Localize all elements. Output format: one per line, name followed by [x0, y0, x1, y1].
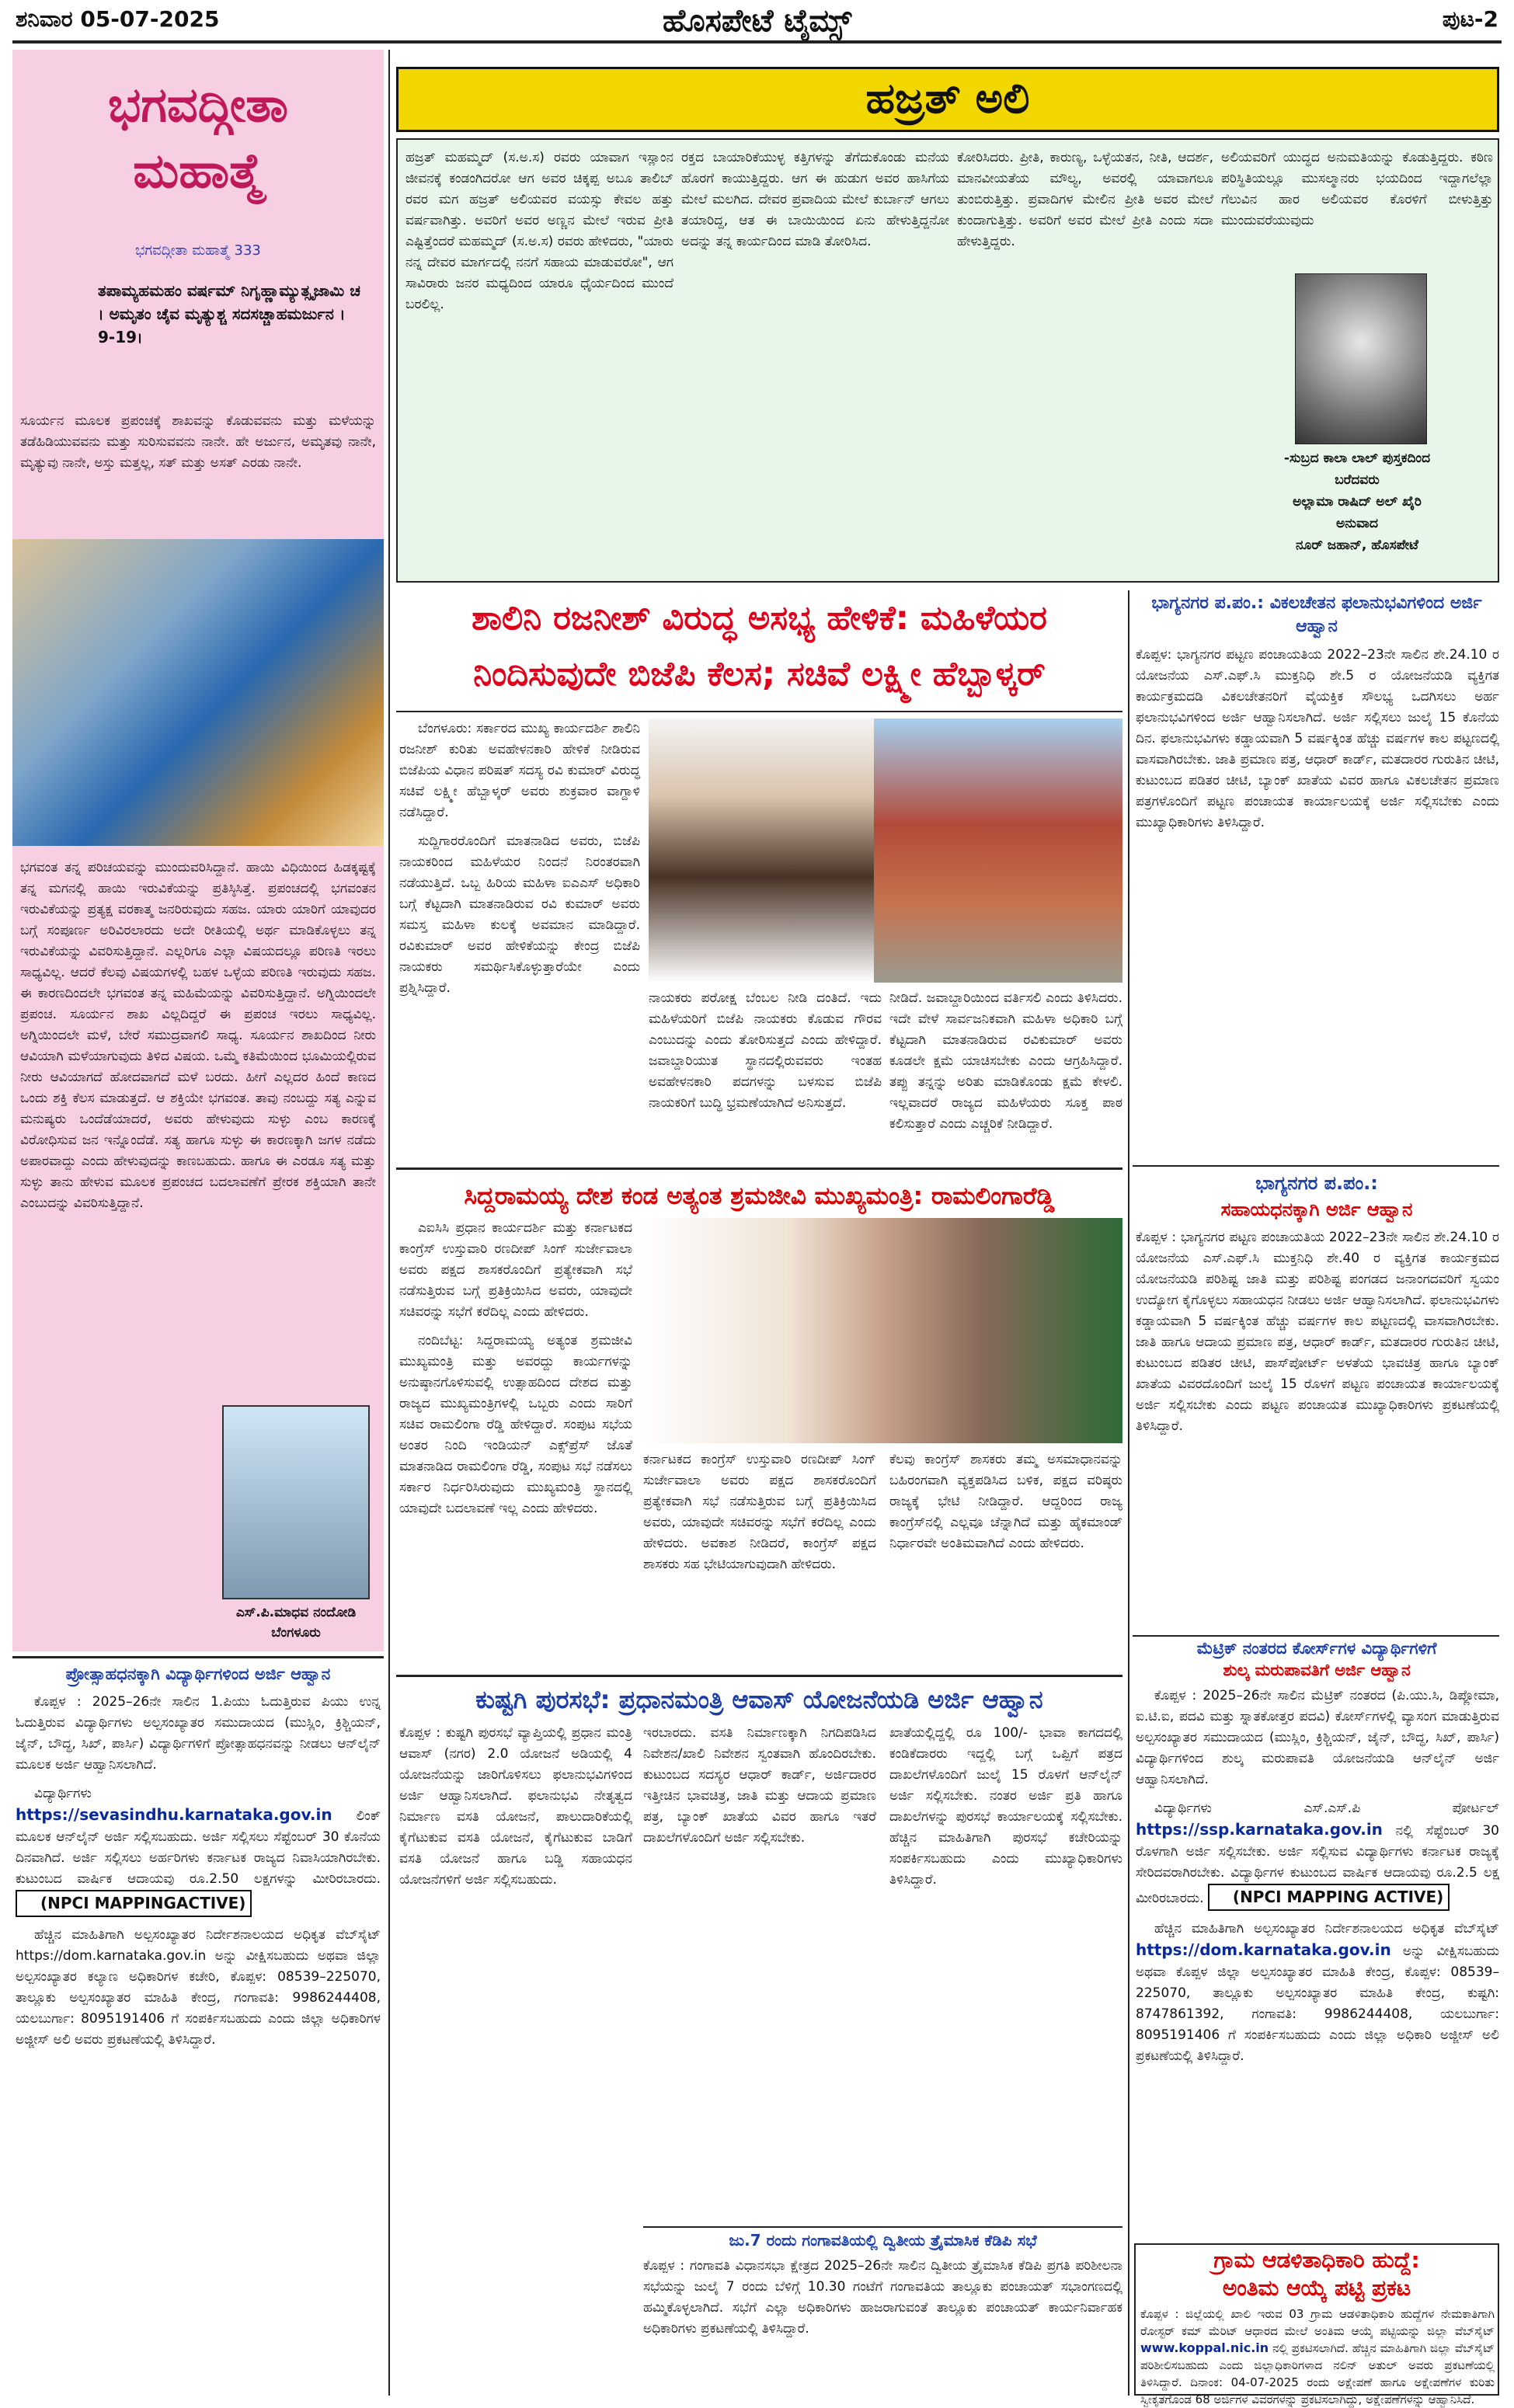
siddaramaiah-col-3: ಕೆಲವು ಕಾಂಗ್ರೆಸ್ ಶಾಸಕರು ತಮ್ಮ ಅಸಮಾಧಾನವನ್ನು ಬಹಿರಂಗವಾಗಿ ವ್ಯಕ್ತಪಡಿಸಿದ ಬಳಿಕ, ಪಕ್ಷದ ವರಿಷ್ಠರು ರಾಜ್ಯಕ್ಕೆ ಭೇಟಿ ನೀಡಿದ್ದಾರೆ. ಆದ್ದರಿಂದ ರಾಜ್ಯ ಕಾಂಗ್ರೆಸ್‌ನಲ್ಲಿ ಎಲ್ಲವೂ ಚೆನ್ನಾಗಿದೆ ಮತ್ತು ಹೈಕಮಾಂಡ್ ನಿರ್ಧಾರವೇ ಅಂತಿಮವಾಗಿದೆ ಎಂದು ಹೇಳಿದರು.: [889, 1452, 1122, 1551]
author-portrait: [1295, 273, 1427, 444]
metric-para-2: [1136, 1798, 1499, 1911]
metric-heading-2: ಶುಲ್ಕ ಮರುಪಾವತಿಗೆ ಅರ್ಜಿ ಆಹ್ವಾನ: [1223, 1661, 1411, 1679]
page-number: ಪುಟ-2: [1442, 6, 1498, 32]
hazrat-col-3: ಕೋರಿಸಿದರು. ಪ್ರೀತಿ, ಕಾರುಣ್ಯ, ಒಳ್ಳೆಯತನ, ನೀತಿ, ಆದರ್ಶ, ಮಾನವೀಯತೆಯ ಮೌಲ್ಯ, ಅವರಲ್ಲಿ ಯಾವಾಗಲೂ ತುಂಬಿರುತ್ತಿತ್ತು. ಪ್ರವಾದಿಗಳ ಮೇಲಿನ ಪ್ರೀತಿ ಅವರ ಮೇಲೆ ಕುಂದಾಗುತ್ತಿತ್ತು. ಅವರಿಗೆ ಅವರ ಮೇಲೆ ಪ್ರೀತಿ ಎಂದು ಸದಾ ಹೇಳುತ್ತಿದ್ದರು.: [957, 150, 1213, 249]
metric-para-1: ಕೊಪ್ಪಳ : 2025–26ನೇ ಸಾಲಿನ ಮೆಟ್ರಿಕ್ ನಂತರದ (ಪಿ.ಯು.ಸಿ, ಡಿಪ್ಲೋಮಾ, ಐ.ಟಿ.ಐ, ಪದವಿ ಮತ್ತು ಸ್ನಾತಕೋತ್ತರ ಪದವಿ) ಕೋರ್ಸ್‌ಗಳಲ್ಲಿ ವ್ಯಾಸಂಗ ಮಾಡುತ್ತಿರುವ ಅಲ್ಪಸಂಖ್ಯಾತರ ಸಮುದಾಯದ (ಮುಸ್ಲಿಂ, ಕ್ರಿಶ್ಚಿಯನ್, ಜೈನ್, ಬೌದ್ಧ, ಸಿಖ್, ಪಾರ್ಸಿ) ವಿದ್ಯಾರ್ಥಿಗಳಿಂದ ಶುಲ್ಕ ಮರುಪಾವತಿ ಯೋಜನೆಯಡಿ ಆನ್‌ಲೈನ್ ಅರ್ಜಿ ಆಹ್ವಾನಿಸಲಾಗಿದೆ.: [1136, 1688, 1499, 1787]
hazrat-col-4: ಅಲಿಯವರಿಗೆ ಯುದ್ಧದ ಅನುಮತಿಯನ್ನು ಕೊಡುತ್ತಿದ್ದರು. ಕಠಿಣ ಪರಿಸ್ಥಿತಿಯಲ್ಲೂ ಮುಸಲ್ಮಾನರು ಭಯದಿಂದ ಇದ್ದಾಗಲೆಲ್ಲಾ ಗೆಲುವಿನ ಹಾರ ಅಲಿಯವರ ಕೊರಳಿಗೆ ಬೀಳುತ್ತಿತ್ತು ಮುಂದುವರೆಯುವುದು: [1221, 150, 1493, 228]
gita-intro: ಸೂರ್ಯನ ಮೂಲಕ ಪ್ರಪಂಚಕ್ಕೆ ಶಾಖವನ್ನು ಕೊಡುವವನು ಮತ್ತು ಮಳೆಯನ್ನು ತಡೆಹಿಡಿಯುವವನು ಮತ್ತು ಸುರಿಸುವವನು ನಾನೇ. ಹೇ ಅರ್ಜುನ, ಅಮೃತವು ನಾನೇ, ಮೃತ್ಯುವು ನಾನೇ, ಅಸ್ತು ಮತ್ತಲ್ಲ, ಸತ್ ಮತ್ತು ಅಸತ್ ಎರಡು ನಾನೇ.: [20, 413, 376, 471]
metric-para-3-prefix: ಹೆಚ್ಚಿನ ಮಾಹಿತಿಗಾಗಿ ಅಲ್ಪಸಂಖ್ಯಾತರ ನಿರ್ದೇಶನಾಲಯದ ಅಧಿಕೃತ ವೆಬ್‌ಸೈಟ್: [1154, 1921, 1499, 1936]
siddaramaiah-col-2: ಕರ್ನಾಟಕದ ಕಾಂಗ್ರೆಸ್ ಉಸ್ತುವಾರಿ ರಣದೀಪ್ ಸಿಂಗ್ ಸುರ್ಜೇವಾಲಾ ಅವರು ಪಕ್ಷದ ಶಾಸಕರೊಂದಿಗೆ ಪ್ರತ್ಯೇಕವಾಗಿ ಸಭೆ ನಡೆಸುತ್ತಿರುವ ಬಗ್ಗೆ ಪ್ರತಿಕ್ರಿಯಿಸಿದ ಅವರು, ಯಾವುದೇ ಸಚಿವರನ್ನು ಸಭೆಗೆ ಕರೆದಿಲ್ಲ ಎಂದು ಹೇಳಿದರು. ಅವಕಾಶ ನೀಡಿದರೆ, ಕಾಂಗ್ರೆಸ್ ಪಕ್ಷದ ಶಾಸಕರು ಸಹ ಭೇಟಿಯಾಗುವುದಾಗಿ ಹೇಳಿದರು.: [643, 1452, 876, 1572]
ssp-link[interactable]: https://ssp.karnataka.gov.in: [1136, 1820, 1383, 1839]
metric-para-2-prefix: ವಿದ್ಯಾರ್ಥಿಗಳು ಎಸ್.ಎಸ್.ಪಿ ಪೋರ್ಟಲ್: [1154, 1801, 1499, 1816]
dom-link[interactable]: https://dom.karnataka.gov.in: [1136, 1940, 1391, 1959]
minister-photo: [649, 719, 874, 983]
hazrat-heading: ಹಜ್ರತ್ ಅಲಿ: [396, 67, 1499, 132]
bhagyanagar-subsidy-body: ಕೊಪ್ಪಳ : ಭಾಗ್ಯನಗರ ಪಟ್ಟಣ ಪಂಚಾಯತಿಯ 2022–23ನೇ ಸಾಲಿನ ಶೇ.24.10 ರ ಯೋಜನೆಯ ಎಸ್.ಎಫ್.ಸಿ ಮುಕ್ತನಿಧಿ ಶೇ.40 ರ ವ್ಯಕ್ತಿಗತ ಕಾರ್ಯಕ್ರಮದ ಯೋಜನೆಯಡಿ ಪರಿಶಿಷ್ಟ ಜಾತಿ ಮತ್ತು ಪರಿಶಿಷ್ಟ ಪಂಗಡದ ಜನಾಂಗದವರಿಗೆ ಸ್ವಯಂ ಉದ್ಯೋಗ ಕೈಗೊಳ್ಳಲು ಸಹಾಯಧನ ನೀಡಲು ಅರ್ಜಿ ಆಹ್ವಾನಿಸಲಾಗಿದೆ. ಫಲಾನುಭವಿಗಳು ಕಡ್ಡಾಯವಾಗಿ 5 ವರ್ಷಕ್ಕಿಂತ ಹೆಚ್ಚು ವರ್ಷಗಳ ಕಾಲ ಪಟ್ಟಣದಲ್ಲಿ ವಾಸವಾಗಿರಬೇಕು. ಜಾತಿ ಹಾಗೂ ಆದಾಯ ಪ್ರಮಾಣ ಪತ್ರ, ಆಧಾರ್ ಕಾರ್ಡ್, ಮತದಾರರ ಗುರುತಿನ ಚೀಟಿ, ಕುಟುಂಬದ ಪಡಿತರ ಚೀಟಿ, ಪಾಸ್‌ಪೋರ್ಟ್ ಅಳತೆಯ ಭಾವಚಿತ್ರ ಹಾಗೂ ಬ್ಯಾಂಕ್ ಖಾತೆಯ ವಿವರದೊಂದಿಗೆ ಜುಲೈ 15 ರೊಳಗೆ ಪಟ್ಟಣ ಪಂಚಾಯತ ಕಾರ್ಯಾಲಯಕ್ಕೆ ಅರ್ಜಿ ಸಲ್ಲಿಸಬೇಕು ಎಂದು ಪಟ್ಟಣ ಪಂಚಾಯತ ಮುಖ್ಯಾಧಿಕಾರಿಗಳು ಪ್ರಕಟಣೆಯಲ್ಲಿ ತಿಳಿಸಿದ್ದಾರೆ.: [1136, 1230, 1499, 1434]
shalini-headline: ಶಾಲಿನಿ ರಜನೀಶ್ ವಿರುದ್ಧ ಅಸಭ್ಯ ಹೇಳಿಕೆ: ಮಹಿಳೆಯರ ನಿಂದಿಸುವುದೇ ಬಿಜೆಪಿ ಕೆಲಸ; ಸಚಿವೆ ಲಕ್ಷ್ಮೀ ಹೆಬ್ಬಾಳ್ಕರ್: [472, 599, 1047, 694]
grama-heading-2: ಅಂತಿಮ ಆಯ್ಕೆ ಪಟ್ಟಿ ಪ್ರಕಟ: [1222, 2275, 1411, 2301]
masthead-rule: [12, 40, 1502, 43]
npci-badge: (NPCI MAPPING ACTIVE): [1208, 1884, 1450, 1911]
section-rule: [396, 711, 1122, 712]
shalini-col-1: [399, 719, 640, 1161]
gita-column: [12, 50, 384, 1651]
metric-para-3: [1136, 1919, 1499, 2067]
section-rule: [1133, 1635, 1499, 1637]
kdp-meeting-heading: ಜು.7 ರಂದು ಗಂಗಾವತಿಯಲ್ಲಿ ದ್ವಿತೀಯ ತ್ರೈಮಾಸಿಕ ಕೆಡಿಪಿ ಸಭೆ: [729, 2231, 1037, 2250]
scholarship-heading: ಪ್ರೋತ್ಸಾಹಧನಕ್ಕಾಗಿ ವಿದ್ಯಾರ್ಥಿಗಳಿಂದ ಅರ್ಜಿ ಆಹ್ವಾನ: [65, 1665, 331, 1683]
gita-title-line1: ಭಗವದ್ಗೀತಾ: [108, 76, 288, 133]
hazrat-article: [396, 138, 1499, 583]
author-name: ಎಸ್.ಪಿ.ಮಾಧವ ನಂದೋಡಿ: [235, 1605, 357, 1620]
hazrat-col-1: ಹಜ್ರತ್ ಮಹಮ್ಮದ್ (ಸ.ಅ.ಸ) ರವರು ಯಾವಾಗ ಇಸ್ಲಾಂನ ಜೀವನಕ್ಕೆ ಕಂಡಂಗಿದರೋ ಆಗ ಅವರ ಚಿಕ್ಕಪ್ಪ ಅಬೂ ತಾಲಿಬ್ ರವರ ಮಗ ಹಜ್ರತ್ ಅಲಿಯವರ ವಯಸ್ಸು ಕೇವಲ ಹತ್ತು ವರ್ಷವಾಗಿತ್ತು. ಅವರಿಗೆ ಅವರ ಅಣ್ಣನ ಮೇಲೆ ಇರುವ ಪ್ರೀತಿ ಎಷ್ಟಿತ್ತೆಂದರೆ ಮಹಮ್ಮದ್ (ಸ.ಅ.ಸ) ರವರು ಹೇಳಿದರು, "ಯಾರು ನನ್ನ ದೇವರ ಮಾರ್ಗದಲ್ಲಿ ನನಗೆ ಸಹಾಯ ಮಾಡುವರೋ", ಆಗ ಸಾವಿರಾರು ಜನರ ಮಧ್ಯದಿಂದ ಯಾರೂ ಧೈರ್ಯದಿಂದ ಮುಂದೆ ಬರಲಿಲ್ಲ.: [405, 150, 673, 312]
scholarship-para-2-suffix: ಲಿಂಕ್ ಮೂಲಕ ಆನ್‌ಲೈನ್ ಅರ್ಜಿ ಸಲ್ಲಿಸಬಹುದು. ಅರ್ಜಿ ಸಲ್ಲಿಸಲು ಸೆಪ್ಟೆಂಬರ್ 30 ಕೊನೆಯ ದಿನವಾಗಿದೆ. ಅರ್ಜಿ ಸಲ್ಲಿಸಲು ಅರ್ಹರಿಗಳು ಕರ್ನಾಟಕ ರಾಜ್ಯದ ನಿವಾಸಿಯಾಗಿರಬೇಕು. ಕುಟುಂಬದ ವಾರ್ಷಿಕ ಆದಾಯವು ರೂ.2.50 ಲಕ್ಷಗಳನ್ನು ಮೀರಿರಬಾರದು.: [16, 1808, 381, 1887]
section-rule: [643, 2226, 1122, 2228]
cm-photo: [643, 1218, 1122, 1443]
hazrat-credit-1: -ಸುಬ್ರದ ಕಾಲಾ ಲಾಲ್ ಪುಸ್ತಕದಿಂದ: [1283, 451, 1431, 466]
bhagyanagar-subsidy-heading-1: ಭಾಗ್ಯನಗರ ಪ.ಪಂ.:: [1255, 1172, 1378, 1194]
metric-article: [1136, 1686, 1499, 2237]
scholarship-para-2-prefix: ವಿದ್ಯಾರ್ಥಿಗಳು: [34, 1786, 92, 1801]
author-photo: [222, 1405, 370, 1599]
bhagyanagar-disabled-body: ಕೊಪ್ಪಳ: ಭಾಗ್ಯನಗರ ಪಟ್ಟಣ ಪಂಚಾಯತಿಯ 2022–23ನೇ ಸಾಲಿನ ಶೇ.24.10 ರ ಯೋಜನೆಯ ಎಸ್.ಎಫ್.ಸಿ ಮುಕ್ತನಿಧಿ ಶೇ.5 ರ ಯೋಜನೆಯಡಿ ವ್ಯಕ್ತಿಗತ ಕಾರ್ಯಕ್ರಮದಡಿ ವಿಕಲಚೇತನರಿಗೆ ವೈಯಕ್ತಿಕ ಸೌಲಭ್ಯ ಒದಗಿಸಲು ಅರ್ಹ ಫಲಾನುಭವಿಗಳಿಂದ ಅರ್ಜಿ ಆಹ್ವಾನಿಸಲಾಗಿದೆ. ಅರ್ಜಿ ಸಲ್ಲಿಸಲು ಜುಲೈ 15 ಕೊನೆಯ ದಿನ. ಫಲಾನುಭವಿಗಳು ಕಡ್ಡಾಯವಾಗಿ 5 ವರ್ಷಕ್ಕಿಂತ ಹೆಚ್ಚು ವರ್ಷಗಳ ಕಾಲ ಪಟ್ಟಣದಲ್ಲಿ ವಾಸವಾಗಿರಬೇಕು. ಜಾತಿ ಪ್ರಮಾಣ ಪತ್ರ, ಆಧಾರ್ ಕಾರ್ಡ್, ಮತದಾರರ ಗುರುತಿನ ಚೀಟಿ, ಕುಟುಂಬದ ಪಡಿತರ ಚೀಟಿ, ಬ್ಯಾಂಕ್ ಖಾತೆಯ ವಿವರ ಹಾಗೂ ವಿಕಲಚೇತನ ಪ್ರಮಾಣ ಪತ್ರಗಳೊಂದಿಗೆ ಪಟ್ಟಣ ಪಂಚಾಯತ ಕಾರ್ಯಾಲಯಕ್ಕೆ ಅರ್ಜಿ ಸಲ್ಲಿಸಬೇಕು ಎಂದು ಮುಖ್ಯಾಧಿಕಾರಿಗಳು ತಿಳಿಸಿದ್ದಾರೆ.: [1136, 647, 1499, 830]
grama-para-1-prefix: ಕೊಪ್ಪಳ : ಜಿಲ್ಲೆಯಲ್ಲಿ ಖಾಲಿ ಇರುವ 03 ಗ್ರಾಮ ಆಡಳಿತಾಧಿಕಾರಿ ಹುದ್ದೆಗಳ ನೇಮಕಾತಿಗಾಗಿ ರೋಸ್ಟರ್ ಕಮ್ ಮೆರಿಟ್ ಆಧಾರದ ಮೇಲೆ ಅಂತಿಮ ಆಯ್ಕೆ ಪಟ್ಟಿಯನ್ನು ಜಿಲ್ಲಾ ವೆಬ್‌ಸೈಟ್: [1140, 2307, 1495, 2338]
author-place: ಬೆಂಗಳೂರು: [271, 1625, 321, 1641]
newspaper-title: ಹೊಸಪೇಟೆ ಟೈಮ್ಸ್: [662, 3, 852, 39]
kdp-meeting-body: ಕೊಪ್ಪಳ : ಗಂಗಾವತಿ ವಿಧಾನಸಭಾ ಕ್ಷೇತ್ರದ 2025–26ನೇ ಸಾಲಿನ ದ್ವಿತೀಯ ತ್ರೈಮಾಸಿಕ ಕೆಡಿಪಿ ಪ್ರಗತಿ ಪರಿಶೀಲನಾ ಸಭೆಯನ್ನು ಜುಲೈ 7 ರಂದು ಬೆಳಿಗ್ಗೆ 10.30 ಗಂಟೆಗೆ ಗಂಗಾವತಿಯ ತಾಲ್ಲೂಕು ಪಂಚಾಯತ್ ಸಭಾಂಗಣದಲ್ಲಿ ಹಮ್ಮಿಕೊಳ್ಳಲಾಗಿದೆ. ಸಭೆಗೆ ಎಲ್ಲಾ ಅಧಿಕಾರಿಗಳು ಹಾಜರಾಗುವಂತೆ ತಾಲ್ಲೂಕು ಪಂಚಾಯತ್ ಕಾರ್ಯನಿರ್ವಾಹಕ ಅಧಿಕಾರಿಗಳು ಪ್ರಕಟಣೆಯಲ್ಲಿ ತಿಳಿಸಿದ್ದಾರೆ.: [643, 2258, 1122, 2337]
siddaramaiah-para-1: ಎಐಸಿಸಿ ಪ್ರಧಾನ ಕಾರ್ಯದರ್ಶಿ ಮತ್ತು ಕರ್ನಾಟಕದ ಕಾಂಗ್ರೆಸ್ ಉಸ್ತುವಾರಿ ರಣದೀಪ್ ಸಿಂಗ್ ಸುರ್ಜೇವಾಲಾ ಅವರು ಪಕ್ಷದ ಶಾಸಕರೊಂದಿಗೆ ಪ್ರತ್ಯೇಕವಾಗಿ ಸಭೆ ನಡೆಸುತ್ತಿರುವ ಬಗ್ಗೆ ಪ್ರತಿಕ್ರಿಯಿಸಿದ ಅವರು, ಯಾವುದೇ ಸಚಿವರನ್ನು ಸಭೆಗೆ ಕರೆದಿಲ್ಲ ಎಂದು ಹೇಳಿದರು.: [399, 1220, 632, 1320]
grama-para-2: ದಿನಾಂಕ: 04-07-2025 ರಂದು ಅಕ್ಷೇಪಣೆ ಹಾಗೂ ಅಕ್ಷೇಪಣೆಗಳ ಕುರಿತು ಸ್ವೀಕೃತಗೊಂಡ 68 ಅರ್ಜಿಗಳ ವಿವರಗಳನ್ನು ಪ್ರಕಟಿಸಲಾಗಿದ್ದು, ಅಕ್ಷೇಪಣೆಗಳನ್ನು ಆಹ್ವಾನಿಸಿದೆ.: [1140, 2375, 1495, 2406]
gita-title-line2: ಮಹಾತ್ಮೆ: [133, 142, 263, 199]
building-photo: [874, 719, 1122, 983]
metric-para-3-suffix: ಅನ್ನು ವೀಕ್ಷಿಸಬಹುದು ಅಥವಾ ಕೊಪ್ಪಳ ಜಿಲ್ಲಾ ಅಲ್ಪಸಂಖ್ಯಾತರ ಮಾಹಿತಿ ಕೇಂದ್ರ, ಕೊಪ್ಪಳ: 08539–225070, ತಾಲ್ಲೂಕು ಅಲ್ಪಸಂಖ್ಯಾತರ ಮಾಹಿತಿ ಕೇಂದ್ರ, ಕುಷ್ಟಗಿ: 8747861392, ಗಂಗಾವತಿ: 9986244408, ಯಲಬುರ್ಗಾ: 8095191406 ಗೆ ಸಂಪರ್ಕಿಸಬಹುದು ಎಂದು ಜಿಲ್ಲಾ ಅಧಿಕಾರಿ ಅಜ್ಜೀಸ್ ಅಲಿ ಪ್ರಕಟಣೆಯಲ್ಲಿ ತಿಳಿಸಿದ್ದಾರೆ.: [1136, 1943, 1500, 2064]
kushtagi-col-1: ಕೊಪ್ಪಳ : ಕುಷ್ಟಗಿ ಪುರಸಭೆ ವ್ಯಾಪ್ತಿಯಲ್ಲಿ ಪ್ರಧಾನ ಮಂತ್ರಿ ಆವಾಸ್ (ನಗರ) 2.0 ಯೋಜನೆ ಅಡಿಯಲ್ಲಿ 4 ಯೋಜನೆಯನ್ನು ಜಾರಿಗೊಳಿಸಲು ಫಲಾನುಭವಿಗಳಿಂದ ಅರ್ಜಿ ಆಹ್ವಾನಿಸಲಾಗಿದೆ. ಫಲಾನುಭವಿ ನೇತೃತ್ವದ ನಿರ್ಮಾಣ ವಸತಿ ಯೋಜನೆ, ಪಾಲುದಾರಿಕೆಯಲ್ಲಿ ಕೈಗೆಟುಕುವ ವಸತಿ ಯೋಜನೆ, ಕೈಗೆಟುಕುವ ಬಾಡಿಗೆ ವಸತಿ ಯೋಜನೆ ಹಾಗೂ ಬಡ್ಡಿ ಸಹಾಯಧನ ಯೋಜನೆಗಳಿಗೆ ಅರ್ಜಿ ಸಲ್ಲಿಸಬಹುದು.: [399, 1725, 632, 1888]
scholarship-para-3: ಹೆಚ್ಚಿನ ಮಾಹಿತಿಗಾಗಿ ಅಲ್ಪಸಂಖ್ಯಾತರ ನಿರ್ದೇಶನಾಲಯದ ಅಧಿಕೃತ ವೆಬ್‌ಸೈಟ್ https://dom.karnataka.gov.in ಅನ್ನು ವೀಕ್ಷಿಸಬಹುದು ಅಥವಾ ಜಿಲ್ಲಾ ಅಲ್ಪಸಂಖ್ಯಾತರ ಕಲ್ಯಾಣ ಅಧಿಕಾರಿಗಳ ಕಚೇರಿ, ಕೊಪ್ಪಳ: 08539–225070, ತಾಲ್ಲೂಕು ಅಲ್ಪಸಂಖ್ಯಾತರ ಮಾಹಿತಿ ಕೇಂದ್ರ, ಗಂಗಾವತಿ: 9986244408, ಯಲಬುರ್ಗಾ: 8095191406 ಗೆ ಸಂಪರ್ಕಿಸಬಹುದು ಎಂದು ಜಿಲ್ಲಾ ಅಧಿಕಾರಿಗಳ ಅಜ್ಜೀಸ್ ಅಲಿ ಅವರು ಪ್ರಕಟಣೆಯಲ್ಲಿ ತಿಳಿಸಿದ್ದಾರೆ.: [16, 1927, 381, 2048]
npci-badge: (NPCI MAPPINGACTIVE): [16, 1890, 252, 1917]
hazrat-credit-5: ನೂರ್ ಜಹಾನ್, ಹೊಸಪೇಟೆ: [1296, 538, 1418, 553]
column-divider: [388, 50, 390, 2396]
shalini-col-2: ನಾಯಕರು ಪರೋಕ್ಷ ಬೆಂಬಲ ನೀಡಿ ದಂತಿದೆ. ಇದು ಮಹಿಳೆಯರಿಗೆ ಬಿಜೆಪಿ ನಾಯಕರು ಕೊಡುವ ಗೌರವ ಎಂಬುದನ್ನು ಎಂದು ತೋರಿಸುತ್ತದೆ ಎಂದು ಹೇಳಿದ್ದಾರೆ. ಜವಾಬ್ದಾರಿಯುತ ಸ್ಥಾನದಲ್ಲಿರುವವರು ಇಂತಹ ಅವಹೇಳನಕಾರಿ ಪದಗಳನ್ನು ಬಳಸುವ ಬಿಜೆಪಿ ನಾಯಕರಿಗೆ ಬುದ್ಧಿ ಭ್ರಮಣೆಯಾಗಿದೆ ಅನಿಸುತ್ತದೆ.: [649, 990, 882, 1111]
hazrat-credit-2: ಬರೆದವರು: [1335, 472, 1380, 488]
koppal-link[interactable]: www.koppal.nic.in: [1140, 2340, 1269, 2355]
grama-heading-1: ಗ್ರಾಮ ಆಡಳಿತಾಧಿಕಾರಿ ಹುದ್ದೆ:: [1213, 2247, 1420, 2273]
kushtagi-col-3: ಖಾತೆಯಲ್ಲಿದ್ದಲ್ಲಿ ರೂ 100/- ಭಾವಾ ಕಾಗದದಲ್ಲಿ ಕಂಡಿಕೆದಾರರು ಇದ್ದಲ್ಲಿ ಬಗ್ಗೆ ಒಪ್ಪಿಗೆ ಪತ್ರದ ದಾಖಲೆಗಳೊಂದಿಗೆ ಜುಲೈ 15 ರೊಳಗೆ ಆನ್‌ಲೈನ್ ಅರ್ಜಿ ಸಲ್ಲಿಸಬೇಕು. ನಂತರ ಅರ್ಜಿ ಪ್ರತಿ ಹಾಗೂ ದಾಖಲೆಗಳನ್ನು ಪುರಸಭೆ ಕಾರ್ಯಾಲಯಕ್ಕೆ ಸಲ್ಲಿಸಬೇಕು. ಹೆಚ್ಚಿನ ಮಾಹಿತಿಗಾಗಿ ಪುರಸಭೆ ಕಚೇರಿಯನ್ನು ಸಂಪರ್ಕಿಸಬಹುದು ಎಂದು ಮುಖ್ಯಾಧಿಕಾರಿಗಳು ತಿಳಿಸಿದ್ದಾರೆ.: [889, 1725, 1122, 1888]
section-rule: [396, 1167, 1122, 1170]
section-rule: [12, 1656, 384, 1658]
sevasindhu-link[interactable]: https://sevasindhu.karnataka.gov.in: [16, 1805, 332, 1824]
scholarship-article: [16, 1692, 381, 2391]
gita-body: ಭಗವಂತ ತನ್ನ ಪರಿಚಯವನ್ನು ಮುಂದುವರಿಸಿದ್ದಾನೆ. ಹಾಯಿ ವಿಧಿಯಿಂದ ಹಿಡಕ್ಕಷ್ಟಕ್ಕೆ ತನ್ನ ಮಗನಲ್ಲಿ ಹಾಯಿ ಇರುವಿಕೆಯನ್ನು ಪ್ರತಿಸ್ಠಿಸಿತ್ತೆ. ಪ್ರಪಂಚದಲ್ಲಿ ಭಗವಂತನ ಇರುವಿಕೆಯನ್ನು ಪ್ರತ್ಯಕ್ಷ ವರಕಾತ್ಮ ಜನರಿರುವುದು ಸಹಜ. ಯಾರು ಯಾರಿಗೆ ಯಾವುದರ ಬಗ್ಗೆ ಸಂಪೂರ್ಣ ಅರಿವಿರಲಾರದು ಅದೇ ರೀತಿಯಲ್ಲಿ ಅರ್ಥ ಮಾಡಿಕೊಳ್ಳಲು ತನ್ನ ಇರುವಿಕೆಯನ್ನು ವಿವರಿಸುತ್ತಿದ್ದಾನೆ. ಎಲ್ಲರಿಗೂ ಎಲ್ಲಾ ವಿಷಯದಲ್ಲೂ ಪರಿಣತಿ ಇರಲು ಸಾಧ್ಯವಿಲ್ಲ. ಆದರೆ ಕೆಲವು ವಿಷಯಗಳಲ್ಲಿ ಬಹಳ ಒಳ್ಳೆಯ ಪರಿಣತಿ ಇರುವುದು ಸಹಜ. ಈ ಕಾರಣದಿಂದಲೇ ಭಗವಂತ ತನ್ನ ಮಹಿಮೆಯನ್ನು ವಿವರಿಸುತ್ತಿದ್ದಾನೆ. ಅಗ್ನಿಯಿಂದಲೇ ಪ್ರಪಂಚ. ಸೂರ್ಯನ ಶಾಖ ವಿಲ್ಲದಿದ್ದರೆ ಈ ಪ್ರಪಂಚ ಇರಲು ಸಾಧ್ಯವಿಲ್ಲ. ಅಗ್ನಿಯಿಂದಲೇ ಮಳೆ, ಬೇರೆ ಸಮುದ್ರವಾಗಲಿ ಸಾಧ್ಯ. ಸೂರ್ಯನ ಶಾಖದಿಂದ ನೀರು ಆವಿಯಾಗಿ ಮಳೆಯಾಗುವುದು ತಿಳಿದ ವಿಷಯ. ಒಮ್ಮೆ ಕತಿಮೆಯಿಂದ ಭೂಮಿಯಲ್ಲಿರುವ ನೀರು ಆವಿಯಾಗದೆ ಹೋದವಾಗದೆ ಮಳೆ ಬರದು. ಹೀಗೆ ಎಲ್ಲದರ ಹಿಂದೆ ಕಾಣದ ಒಂದು ಶಕ್ತಿ ಕೆಲಸ ಮಾಡುತ್ತದೆ. ಆ ಶಕ್ತಿಯೇ ಭಗವಂತ. ತಾವು ನಂಬದ್ದು ಸತ್ಯ ಎನ್ನುವ ಮನುಷ್ಯರು ಒಂದೆಡೆಯಾದರೆ, ಅವರು ಹೇಳುವುದು ಸುಳ್ಳು ಎಂಬ ಕಾರಣಕ್ಕೆ ವಿರೋಧಿಸುವ ಜನ ಇನ್ನೊಂದೆಡೆ. ಸತ್ಯ ಹಾಗೂ ಸುಳ್ಳು ಈ ಕಾರಣಕ್ಕಾಗಿ ಜಗಳ ನಡೆದು ಅಪಾರವಾದ್ದು ಎಂದು ಹೇಳುವುದನ್ನು ಕಾಣಬಹುದು. ಹಾಗೂ ಈ ಎರಡೂ ಸತ್ಯ ಮತ್ತು ಸುಳ್ಳು ತಾನು ಹೇಳುವ ಮೂಲಕ ಪ್ರಪಂಚದ ಬದಲಾವಣೆಗೆ ಪ್ರೇರಕ ಶಕ್ತಿಯಾಗಿ ತಾನೇ ಎಂಬುದನ್ನು ವಿವರಿಸುತ್ತಿದ್ದಾನೆ.: [20, 860, 376, 1211]
gita-subtitle: ಭಗವದ್ಗೀತಾ ಮಹಾತ್ಮೆ 333: [135, 242, 261, 259]
kushtagi-col-2: ಇರಬಾರದು. ವಸತಿ ನಿರ್ಮಾಣಕ್ಕಾಗಿ ನಿಗದಿಪಡಿಸಿದ ನಿವೇಶನ/ಖಾಲಿ ನಿವೇಶನ ಸ್ವಂತವಾಗಿ ಹೊಂದಿರಬೇಕು. ಕುಟುಂಬದ ಸದಸ್ಯರ ಆಧಾರ್ ಕಾರ್ಡ್, ಅರ್ಜಿದಾರರ ಇತ್ತೀಚಿನ ಭಾವಚಿತ್ರ, ಜಾತಿ ಮತ್ತು ಆದಾಯ ಪ್ರಮಾಣ ಪತ್ರ, ಬ್ಯಾಂಕ್ ಖಾತೆಯ ವಿವರ ಹಾಗೂ ಇತರೆ ದಾಖಲೆಗಳೊಂದಿಗೆ ಅರ್ಜಿ ಸಲ್ಲಿಸಬೇಕು.: [643, 1725, 876, 1846]
grama-body: [1140, 2305, 1495, 2406]
siddaramaiah-col-1: [399, 1218, 632, 1669]
scholarship-para-1: ಕೊಪ್ಪಳ : 2025–26ನೇ ಸಾಲಿನ 1.ಪಿಯು ಓದುತ್ತಿರುವ ಪಿಯು ಉನ್ನ ಓದುತ್ತಿರುವ ವಿದ್ಯಾರ್ಥಿಗಳು ಅಲ್ಪಸಂಖ್ಯಾತರ ಸಮುದಾಯದ (ಮುಸ್ಲಿಂ, ಕ್ರಿಶ್ಚಿಯನ್, ಜೈನ್, ಬೌದ್ಧ, ಸಿಖ್, ಪಾರ್ಸಿ) ವಿದ್ಯಾರ್ಥಿಗಳಿಗೆ ಪ್ರೋತ್ಸಾಹಧನವನ್ನು ನೀಡಲು ಆನ್‌ಲೈನ್ ಮೂಲಕ ಅರ್ಜಿ ಆಹ್ವಾನಿಸಲಾಗಿದೆ.: [16, 1694, 381, 1773]
shalini-para-1: ಬೆಂಗಳೂರು: ಸರ್ಕಾರದ ಮುಖ್ಯ ಕಾರ್ಯದರ್ಶಿ ಶಾಲಿನಿ ರಜನೀಶ್ ಕುರಿತು ಅವಹೇಳನಕಾರಿ ಹೇಳಿಕೆ ನೀಡಿರುವ ಬಿಜೆಪಿಯ ವಿಧಾನ ಪರಿಷತ್ ಸದಸ್ಯ ರವಿ ಕುಮಾರ್ ವಿರುದ್ಧ ಸಚಿವೆ ಲಕ್ಷ್ಮೀ ಹೆಬ್ಬಾಳ್ಕರ್ ಅವರು ಶುಕ್ರವಾರ ವಾಗ್ದಾಳಿ ನಡೆಸಿದ್ದಾರೆ.: [399, 721, 640, 820]
bhagyanagar-disabled-heading: ಭಾಗ್ಯನಗರ ಪ.ಪಂ.: ವಿಕಲಚೇತನ ಫಲಾನುಭವಿಗಳಿಂದ ಅರ್ಜಿ ಆಹ್ವಾನ: [1151, 593, 1482, 636]
siddaramaiah-para-2: ನಂದಿಬೆಟ್ಟ: ಸಿದ್ದರಾಮಯ್ಯ ಅತ್ಯಂತ ಶ್ರಮಜೀವಿ ಮುಖ್ಯಮಂತ್ರಿ ಮತ್ತು ಅವರದ್ದು ಕಾರ್ಯಗಳನ್ನು ಅನುಷ್ಠಾನಗೊಳಿಸುವಲ್ಲಿ ಉತ್ಸಾಹದಿಂದ ದೇಶದ ಮತ್ತು ರಾಜ್ಯದ ಮುಖ್ಯಮಂತ್ರಿಗಳಲ್ಲಿ ಒಬ್ಬರು ಎಂದು ಸಾರಿಗೆ ಸಚಿವ ರಾಮಲಿಂಗಾ ರೆಡ್ಡಿ ಹೇಳಿದ್ದಾರೆ. ಸಂಪುಟ ಸಭೆಯ ಅಂತರ ನಿಂದಿ ಇಂಡಿಯನ್ ಎಕ್ಸ್‌ಪ್ರೆಸ್ ಜೊತೆ ಮಾತನಾಡಿದ ರಾಮಲಿಂಗಾ ರೆಡ್ಡಿ, ಸಂಪುಟ ಸಭೆ ನಡೆಸಲು ಸರ್ಕಾರ ನಿರ್ಧರಿಸಿರುವುದು ಮುಖ್ಯಮಂತ್ರಿ ಸ್ಥಾನದಲ್ಲಿ ಯಾವುದೇ ಬದಲಾವಣೆ ಇಲ್ಲ ಎಂದು ಹೇಳಿದರು.: [399, 1333, 632, 1516]
metric-heading-1: ಮೆಟ್ರಿಕ್ ನಂತರದ ಕೋರ್ಸ್‌ಗಳ ವಿದ್ಯಾರ್ಥಿಗಳಿಗೆ: [1196, 1639, 1437, 1658]
hazrat-col-2: ರಕ್ತದ ಬಾಯಾರಿಕೆಯುಳ್ಳ ಕತ್ತಿಗಳನ್ನು ತೆಗೆದುಕೊಂಡು ಮನೆಯ ಹೊರಗೆ ಕಾಯುತ್ತಿದ್ದರು. ಆಗ ಈ ಹುಡುಗ ಅವರ ಹಾಸಿಗೆಯ ಮೇಲೆ ಮಲಗಿದ. ದೇವರ ಪ್ರವಾದಿಯ ಮೇಲೆ ಕುರ್ಬಾನ್ ಆಗಲು ತಯಾರಿದ್ದ, ಆತ ಈ ಬಾಯಿಯಿಂದ ಏನು ಹೇಳುತ್ತಿದ್ದನೋ ಅದನ್ನು ತನ್ನ ಕಾರ್ಯದಿಂದ ಮಾಡಿ ತೋರಿಸಿದ.: [681, 150, 949, 249]
section-rule: [1133, 1165, 1499, 1167]
bhagyanagar-subsidy-heading-2: ಸಹಾಯಧನಕ್ಕಾಗಿ ಅರ್ಜಿ ಆಹ್ವಾನ: [1220, 1199, 1413, 1220]
siddaramaiah-headline: ಸಿದ್ದರಾಮಯ್ಯ ದೇಶ ಕಂಡ ಅತ್ಯಂತ ಶ್ರಮಜೀವಿ ಮುಖ್ಯಮಂತ್ರಿ: ರಾಮಲಿಂಗಾರೆಡ್ಡಿ: [464, 1182, 1055, 1210]
section-rule: [396, 1675, 1122, 1677]
gita-verse: ತಪಾಮ್ಯಹಮಹಂ ವರ್ಷಮ್ ನಿಗೃಹ್ಣಾಮ್ಯುತ್ಸೃಜಾಮಿ ಚ । ಅಮೃತಂ ಚೈವ ಮೃತ್ಯುಶ್ಚ ಸದಸಚ್ಚಾಹಮರ್ಜುನ ।9-19।: [98, 281, 360, 346]
grama-article: [1134, 2243, 1499, 2406]
scholarship-para-2: [16, 1783, 381, 1917]
hazrat-credit-3: ಅಲ್ಲಾಮಾ ರಾಷಿದ್ ಅಲ್ ಖೈರಿ: [1293, 494, 1422, 510]
shalini-col-3: ನೀಡಿದೆ. ಜವಾಬ್ದಾರಿಯಿಂದ ವರ್ತಿಸಲಿ ಎಂದು ತಿಳಿಸಿದರು. ಇದೇ ವೇಳೆ ಸಾರ್ವಜನಿಕವಾಗಿ ಮಹಿಳಾ ಅಧಿಕಾರಿ ಬಗ್ಗೆ ಕೆಟ್ಟದಾಗಿ ಮಾತನಾಡಿರುವ ರವಿಕುಮಾರ್ ಅವರು ಕೂಡಲೇ ಕ್ಷಮೆ ಯಾಚಿಸಬೇಕು ಎಂದು ಆಗ್ರಹಿಸಿದ್ದಾರೆ. ತಪ್ಪು ತನ್ನನ್ನು ಅರಿತು ಮಾಡಿಕೊಂಡು ಕ್ಷಮೆ ಕೇಳಲಿ. ಇಲ್ಲವಾದರೆ ರಾಜ್ಯದ ಮಹಿಳೆಯರು ಸೂಕ್ತ ಪಾಠ ಕಲಿಸುತ್ತಾರೆ ಎಂದು ಎಚ್ಚರಿಕೆ ನೀಡಿದ್ದಾರೆ.: [889, 990, 1122, 1132]
kushtagi-headline: ಕುಷ್ಟಗಿ ಪುರಸಭೆ: ಪ್ರಧಾನಮಂತ್ರಿ ಆವಾಸ್ ಯೋಜನೆಯಡಿ ಅರ್ಜಿ ಆಹ್ವಾನ: [475, 1685, 1043, 1714]
grama-para-1-suffix: ನಲ್ಲಿ ಪ್ರಕಟಿಸಲಾಗಿದೆ. ಹೆಚ್ಚಿನ ಮಾಹಿತಿಗಾಗಿ ಜಿಲ್ಲಾ ವೆಬ್‌ಸೈಟ್ ಪರಿಶೀಲಿಸಬಹುದು ಎಂದು ಜಿಲ್ಲಾಧಿಕಾರಿಗಳಾದ ನಲಿನ್ ಅತುಲ್ ಅವರು ಪ್ರಕಟಣೆಯಲ್ಲಿ ತಿಳಿಸಿದ್ದಾರೆ.: [1140, 2341, 1495, 2389]
hazrat-credit-4: ಅನುವಾದ: [1336, 516, 1378, 531]
issue-date: ಶನಿವಾರ 05-07-2025: [16, 6, 220, 32]
krishna-arjuna-image: [12, 539, 384, 846]
shalini-para-2: ಸುದ್ದಿಗಾರರೊಂದಿಗೆ ಮಾತನಾಡಿದ ಅವರು, ಬಿಜೆಪಿ ನಾಯಕರಿಂದ ಮಹಿಳೆಯರ ನಿಂದನೆ ನಿರಂತರವಾಗಿ ನಡೆಯುತ್ತಿದೆ. ಒಬ್ಬ ಹಿರಿಯ ಮಹಿಳಾ ಐಎಎಸ್ ಅಧಿಕಾರಿ ಬಗ್ಗೆ ಕೆಟ್ಟದಾಗಿ ಮಾತನಾಡಿರುವ ರವಿ ಕುಮಾರ್ ಅವರು ಸಮಸ್ತ ಮಹಿಳಾ ಕುಲಕ್ಕೆ ಅವಮಾನ ಮಾಡಿದ್ದಾರೆ. ರವಿಕುಮಾರ್ ಅವರ ಹೇಳಿಕೆಯನ್ನು ಕೇಂದ್ರ ಬಿಜೆಪಿ ನಾಯಕರು ಸಮರ್ಥಿಸಿಕೊಳ್ಳುತ್ತಾರೆಯೇ ಎಂದು ಪ್ರಶ್ನಿಸಿದ್ದಾರೆ.: [399, 833, 640, 996]
metric-para-2-suffix: ನಲ್ಲಿ ಸೆಪ್ಟೆಂಬರ್ 30 ರೊಳಗಾಗಿ ಅರ್ಜಿ ಸಲ್ಲಿಸಬೇಕು. ಅರ್ಜಿ ಸಲ್ಲಿಸುವ ವಿದ್ಯಾರ್ಥಿಗಳು ಕರ್ನಾಟಕ ರಾಜ್ಯಕ್ಕೆ ಸೇರಿದವರಾಗಿರಬೇಕು. ವಿದ್ಯಾರ್ಥಿಗಳ ಕುಟುಂಬದ ವಾರ್ಷಿಕ ಆದಾಯವು ರೂ.2.5 ಲಕ್ಷ ಮೀರಿರಬಾರದು.: [1136, 1823, 1500, 1906]
column-divider: [1128, 590, 1129, 2396]
